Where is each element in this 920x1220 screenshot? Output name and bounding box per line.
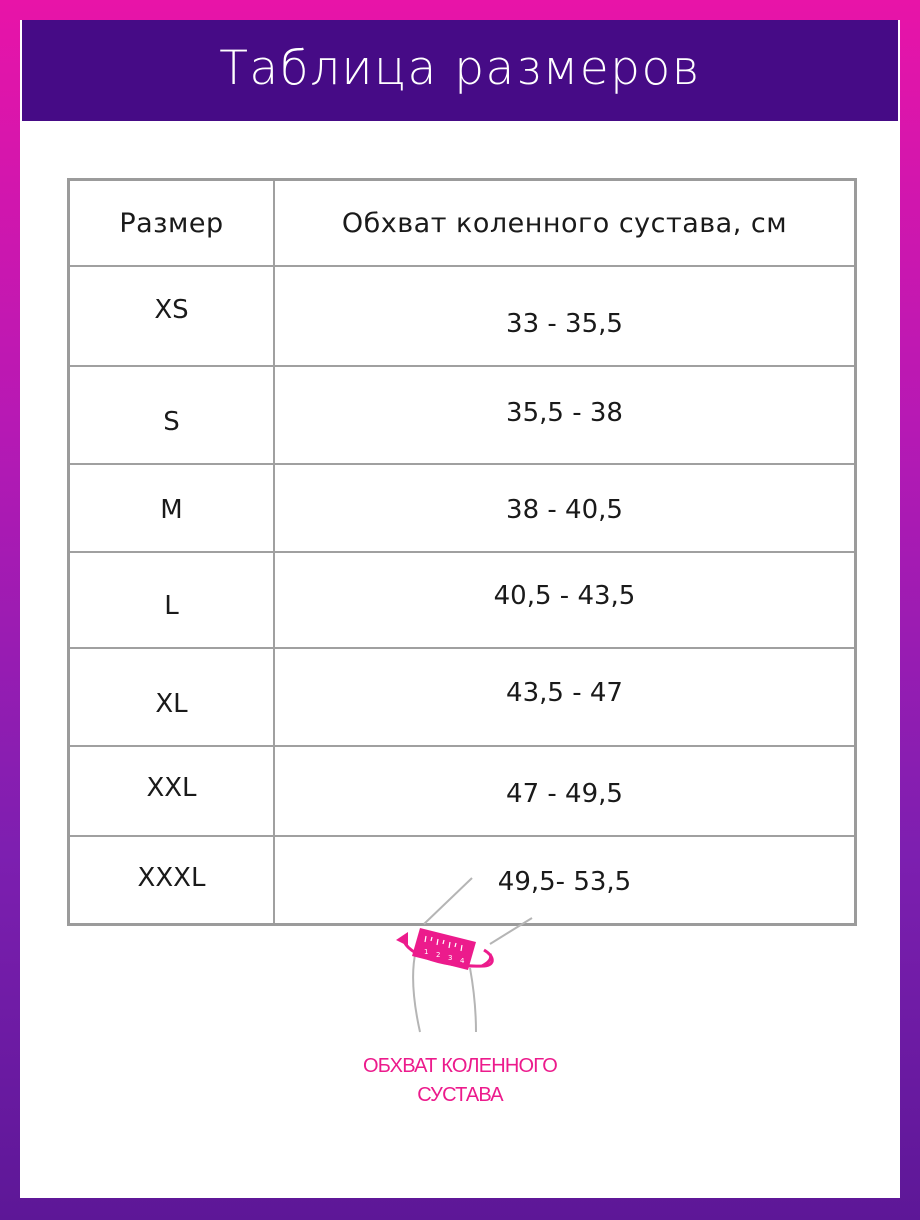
tape-mark: 2 — [436, 951, 441, 959]
size-cell: XS — [69, 266, 275, 366]
table-row — [69, 648, 856, 746]
caption-line: СУСТАВА — [417, 1084, 503, 1106]
column-header-size: Размер — [69, 180, 275, 267]
range-cell: 40,5 - 43,5 — [274, 552, 856, 648]
range-cell: 43,5 - 47 — [274, 648, 856, 746]
caption-line: ОБХВАТ КОЛЕННОГО — [363, 1055, 557, 1077]
range-cell: 33 - 35,5 — [274, 266, 856, 366]
tape-mark: 4 — [460, 957, 465, 965]
size-cell: M — [69, 464, 275, 552]
column-header-circumference: Обхват коленного сустава, см — [274, 180, 856, 267]
illustration-caption — [320, 1052, 600, 1110]
tape-mark: 1 — [424, 948, 429, 956]
table-header-row — [69, 180, 856, 267]
range-cell: 47 - 49,5 — [274, 746, 856, 836]
size-table — [67, 178, 857, 926]
page-title: Таблица размеров — [219, 41, 701, 96]
range-cell: 38 - 40,5 — [274, 464, 856, 552]
table-row — [69, 552, 856, 648]
size-cell: XXL — [69, 746, 275, 836]
table-row — [69, 266, 856, 366]
table-row — [69, 464, 856, 552]
title-banner — [22, 20, 898, 121]
size-cell: S — [69, 366, 275, 464]
size-cell: XL — [69, 648, 275, 746]
table-row — [69, 746, 856, 836]
knee-measuring-tape-icon — [380, 870, 560, 1040]
size-cell: XXXL — [69, 836, 275, 925]
range-cell: 49,5- 53,5 — [274, 836, 856, 925]
table-row — [69, 366, 856, 464]
tape-mark: 3 — [448, 954, 453, 962]
size-cell: L — [69, 552, 275, 648]
range-cell: 35,5 - 38 — [274, 366, 856, 464]
